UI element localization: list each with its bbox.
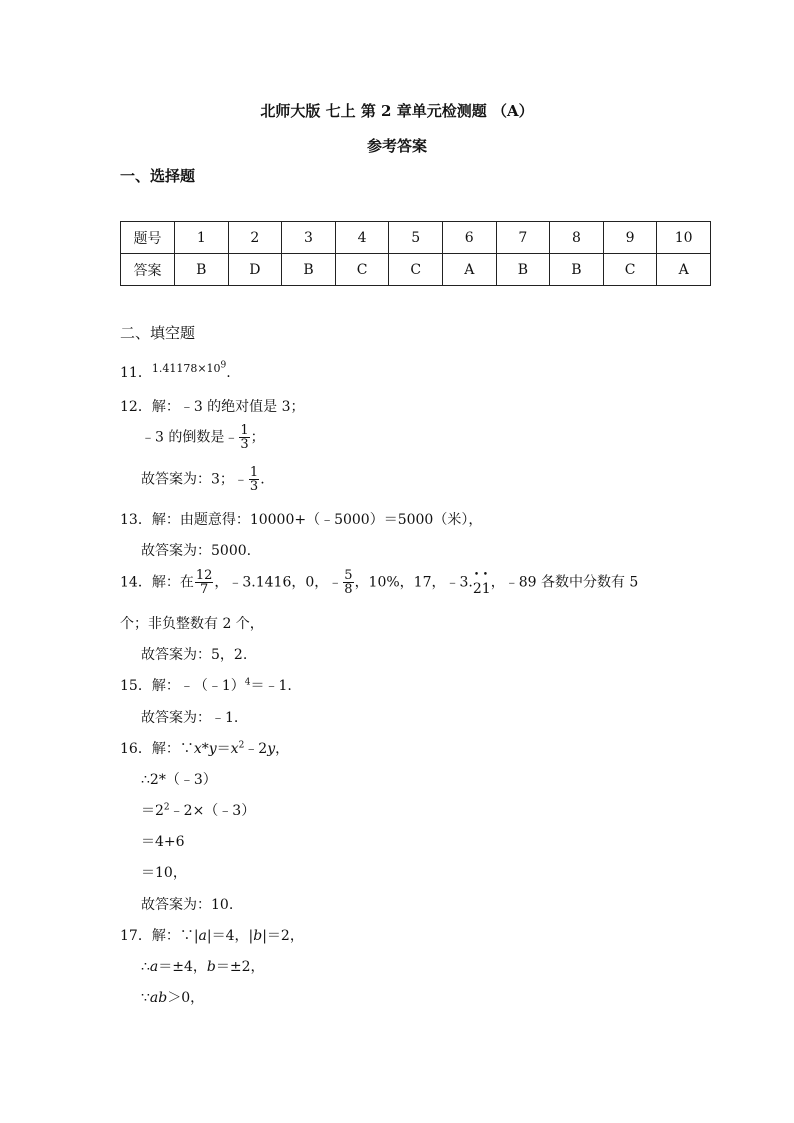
text: ﹣3 的倒数是﹣ — [141, 429, 239, 446]
table-cell: 4 — [335, 222, 389, 254]
table-cell: 5 — [389, 222, 443, 254]
math-base: 1.41178×10 — [151, 362, 221, 375]
text: 14．解：在 — [120, 574, 194, 591]
fraction — [239, 424, 249, 451]
section-heading-fill: 二、填空题 — [120, 324, 196, 342]
section-heading-choice: 一、选择题 — [120, 167, 196, 185]
math-expression — [152, 362, 226, 375]
text: ＝±2， — [215, 959, 265, 975]
math-variable: ab — [149, 990, 168, 1006]
math-exponent: 2 — [238, 740, 245, 751]
answer-16-line-6: 故答案为：10. — [141, 897, 234, 913]
answer-15-line-1 — [120, 675, 292, 695]
math-variable: x — [230, 741, 239, 757]
answer-14-line-2: 个；非负整数有 2 个， — [120, 616, 264, 632]
table-cell: B — [175, 254, 229, 286]
text: ； — [250, 429, 265, 446]
answer-12-line-2 — [141, 424, 265, 451]
answer-16-line-3 — [141, 800, 255, 820]
text: ﹣2×（﹣3） — [169, 803, 256, 819]
math-exponent: 2 — [163, 802, 170, 813]
answer-13-line-2: 故答案为：5000. — [141, 543, 252, 559]
text: ∴ — [141, 959, 150, 975]
table-cell: 3 — [282, 222, 336, 254]
table-cell: B — [282, 254, 336, 286]
denominator: 8 — [344, 582, 353, 597]
answer-12-line-1: 12．解：﹣3 的绝对值是 3； — [120, 399, 305, 415]
answer-11 — [120, 362, 231, 382]
fraction — [195, 569, 214, 596]
text: ，﹣89 各数中分数有 5 — [490, 574, 639, 591]
text: 15．解：﹣（﹣1） — [120, 678, 245, 694]
table-cell: 9 — [603, 222, 657, 254]
operator: ＝ — [216, 741, 231, 757]
table-header-cell: 题号 — [121, 222, 175, 254]
table-cell: C — [335, 254, 389, 286]
text: ， — [275, 741, 290, 757]
table-cell: 8 — [550, 222, 604, 254]
answer-14-line-3: 故答案为：5，2. — [141, 647, 248, 663]
math-variable: y — [208, 741, 217, 757]
denominator: 3 — [240, 437, 249, 452]
question-number: 11． — [120, 365, 152, 381]
answer-15-line-2: 故答案为：﹣1. — [141, 710, 239, 726]
fraction — [343, 569, 353, 596]
text: . — [260, 471, 265, 488]
text: ，10%，17，﹣3. — [354, 574, 473, 591]
math-variable: b — [253, 928, 263, 944]
text: 17．解：∵| — [120, 928, 199, 944]
answer-17-line-2 — [141, 956, 265, 976]
text: ，﹣3.1416，0，﹣ — [214, 574, 343, 591]
text: ∵ — [141, 990, 150, 1006]
text: 16．解：∵ — [120, 741, 194, 757]
table-cell: 1 — [175, 222, 229, 254]
numerator: 1 — [249, 465, 259, 480]
numerator: 12 — [195, 568, 213, 583]
math-exponent: 4 — [244, 677, 251, 688]
answer-16-line-4: ＝4+6 — [141, 834, 185, 850]
operator: * — [201, 741, 209, 757]
punctuation: . — [226, 365, 231, 381]
table-cell: C — [389, 254, 443, 286]
text: ﹣2 — [244, 741, 268, 757]
answer-14-line-1 — [120, 569, 638, 596]
text: ＝﹣1. — [250, 678, 292, 694]
table-cell: A — [442, 254, 496, 286]
numerator: 5 — [344, 568, 353, 583]
table-header-cell: 答案 — [121, 254, 175, 286]
math-variable: y — [267, 741, 276, 757]
math-variable: a — [198, 928, 207, 944]
text: ＞0， — [167, 990, 205, 1006]
fraction — [249, 466, 259, 493]
math-variable: b — [206, 959, 216, 975]
answer-table — [120, 221, 711, 286]
repeating-digit: • 1 — [482, 581, 491, 597]
text: |＝4，| — [206, 928, 254, 944]
repeating-digit: • 2 — [473, 581, 482, 597]
page-title: 北师大版 七上 第 2 章单元检测题 （A） — [260, 102, 534, 120]
denominator: 7 — [199, 582, 209, 597]
table-cell: D — [228, 254, 282, 286]
math-exponent: 9 — [220, 360, 227, 371]
text: |＝2， — [262, 928, 304, 944]
table-cell: 2 — [228, 222, 282, 254]
table-cell: A — [657, 254, 711, 286]
math-variable: a — [149, 959, 159, 975]
text: ＝±4， — [158, 959, 207, 975]
table-cell: B — [550, 254, 604, 286]
answer-16-line-2: ∴2*（﹣3） — [141, 772, 217, 788]
answer-17-line-1 — [120, 925, 304, 945]
table-row-answers — [121, 254, 711, 286]
numerator: 1 — [240, 423, 249, 438]
table-cell: B — [496, 254, 550, 286]
answer-12-line-3 — [141, 466, 265, 493]
table-cell: 10 — [657, 222, 711, 254]
answer-13-line-1: 13．解：由题意得：10000+（﹣5000）＝5000（米）， — [120, 512, 483, 528]
table-cell: 6 — [442, 222, 496, 254]
text: ＝2 — [141, 803, 164, 819]
table-cell: 7 — [496, 222, 550, 254]
answer-17-line-3 — [141, 987, 204, 1007]
table-cell: C — [603, 254, 657, 286]
denominator: 3 — [249, 479, 259, 494]
page-subtitle: 参考答案 — [366, 137, 427, 155]
answer-16-line-5: ＝10， — [141, 865, 187, 881]
answer-16-line-1 — [120, 738, 289, 758]
text: 故答案为：3；﹣ — [141, 471, 248, 488]
table-row-numbers — [121, 222, 711, 254]
math-variable: x — [193, 741, 202, 757]
